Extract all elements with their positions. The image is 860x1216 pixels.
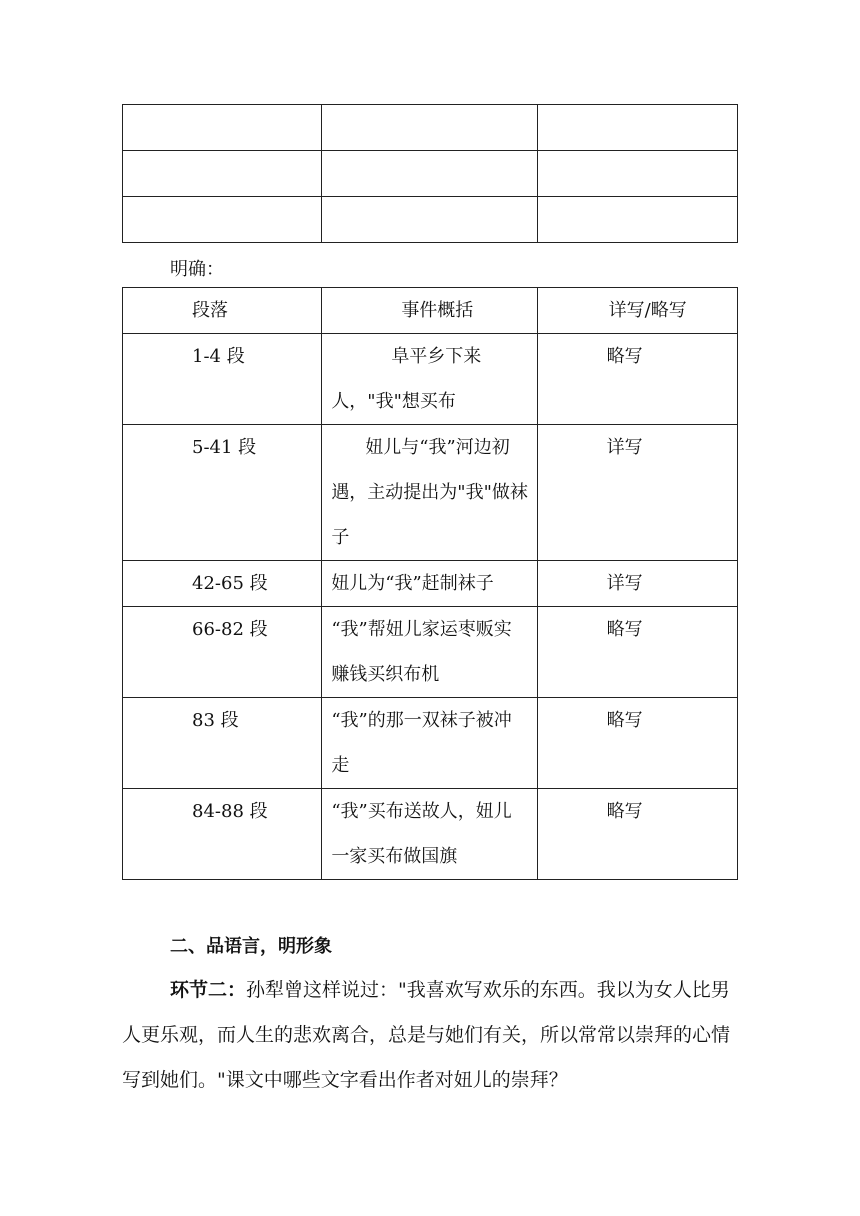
table-row xyxy=(123,105,738,151)
cell-detail: 详写 xyxy=(537,425,737,561)
blank-cell xyxy=(537,197,737,243)
table-row xyxy=(123,698,738,789)
header-detail: 详写/略写 xyxy=(537,288,737,334)
blank-table xyxy=(122,104,738,243)
cell-paragraph: 66-82 段 xyxy=(123,607,322,698)
answer-label: 明确： xyxy=(170,259,224,280)
cell-event: 妞儿与“我”河边初遇，主动提出为"我"做袜子 xyxy=(322,425,537,561)
table-header-row xyxy=(123,288,738,334)
paragraph-lead: 环节二： xyxy=(170,979,247,1001)
cell-detail: 略写 xyxy=(537,698,737,789)
header-paragraph: 段落 xyxy=(123,288,322,334)
cell-detail: 略写 xyxy=(537,607,737,698)
cell-event: “我”的那一双袜子被冲走 xyxy=(322,698,537,789)
paragraph-text: 孙犁曾这样说过："我喜欢写欢乐的东西。我以为女人比男人更乐观，而人生的悲欢离合，总是与她们有关，所以常常以崇拜的心情写到她们。"课文中哪些文字看出作者对妞儿的崇拜？ xyxy=(122,979,731,1091)
cell-paragraph: 1-4 段 xyxy=(123,334,322,425)
blank-cell xyxy=(322,197,537,243)
header-event: 事件概括 xyxy=(322,288,537,334)
cell-paragraph: 42-65 段 xyxy=(123,561,322,607)
cell-event: 妞儿为“我”赶制袜子 xyxy=(322,561,537,607)
body-paragraph xyxy=(122,968,738,1103)
table-row xyxy=(123,561,738,607)
blank-cell xyxy=(123,105,322,151)
cell-detail: 略写 xyxy=(537,334,737,425)
blank-cell xyxy=(123,197,322,243)
table-row xyxy=(123,334,738,425)
cell-paragraph: 84-88 段 xyxy=(123,789,322,880)
cell-detail: 详写 xyxy=(537,561,737,607)
cell-event: “我”帮妞儿家运枣贩实赚钱买织布机 xyxy=(322,607,537,698)
cell-paragraph: 5-41 段 xyxy=(123,425,322,561)
cell-event: 阜平乡下来人，"我"想买布 xyxy=(322,334,537,425)
table-row xyxy=(123,197,738,243)
blank-cell xyxy=(322,151,537,197)
blank-cell xyxy=(123,151,322,197)
table-row xyxy=(123,607,738,698)
cell-detail: 略写 xyxy=(537,789,737,880)
blank-cell xyxy=(322,105,537,151)
table-row xyxy=(123,789,738,880)
section-heading: 二、品语言，明形象 xyxy=(170,936,332,957)
table-row xyxy=(123,425,738,561)
blank-cell xyxy=(537,105,737,151)
answer-table xyxy=(122,287,738,880)
cell-paragraph: 83 段 xyxy=(123,698,322,789)
blank-cell xyxy=(537,151,737,197)
cell-event: “我”买布送故人，妞儿一家买布做国旗 xyxy=(322,789,537,880)
table-row xyxy=(123,151,738,197)
